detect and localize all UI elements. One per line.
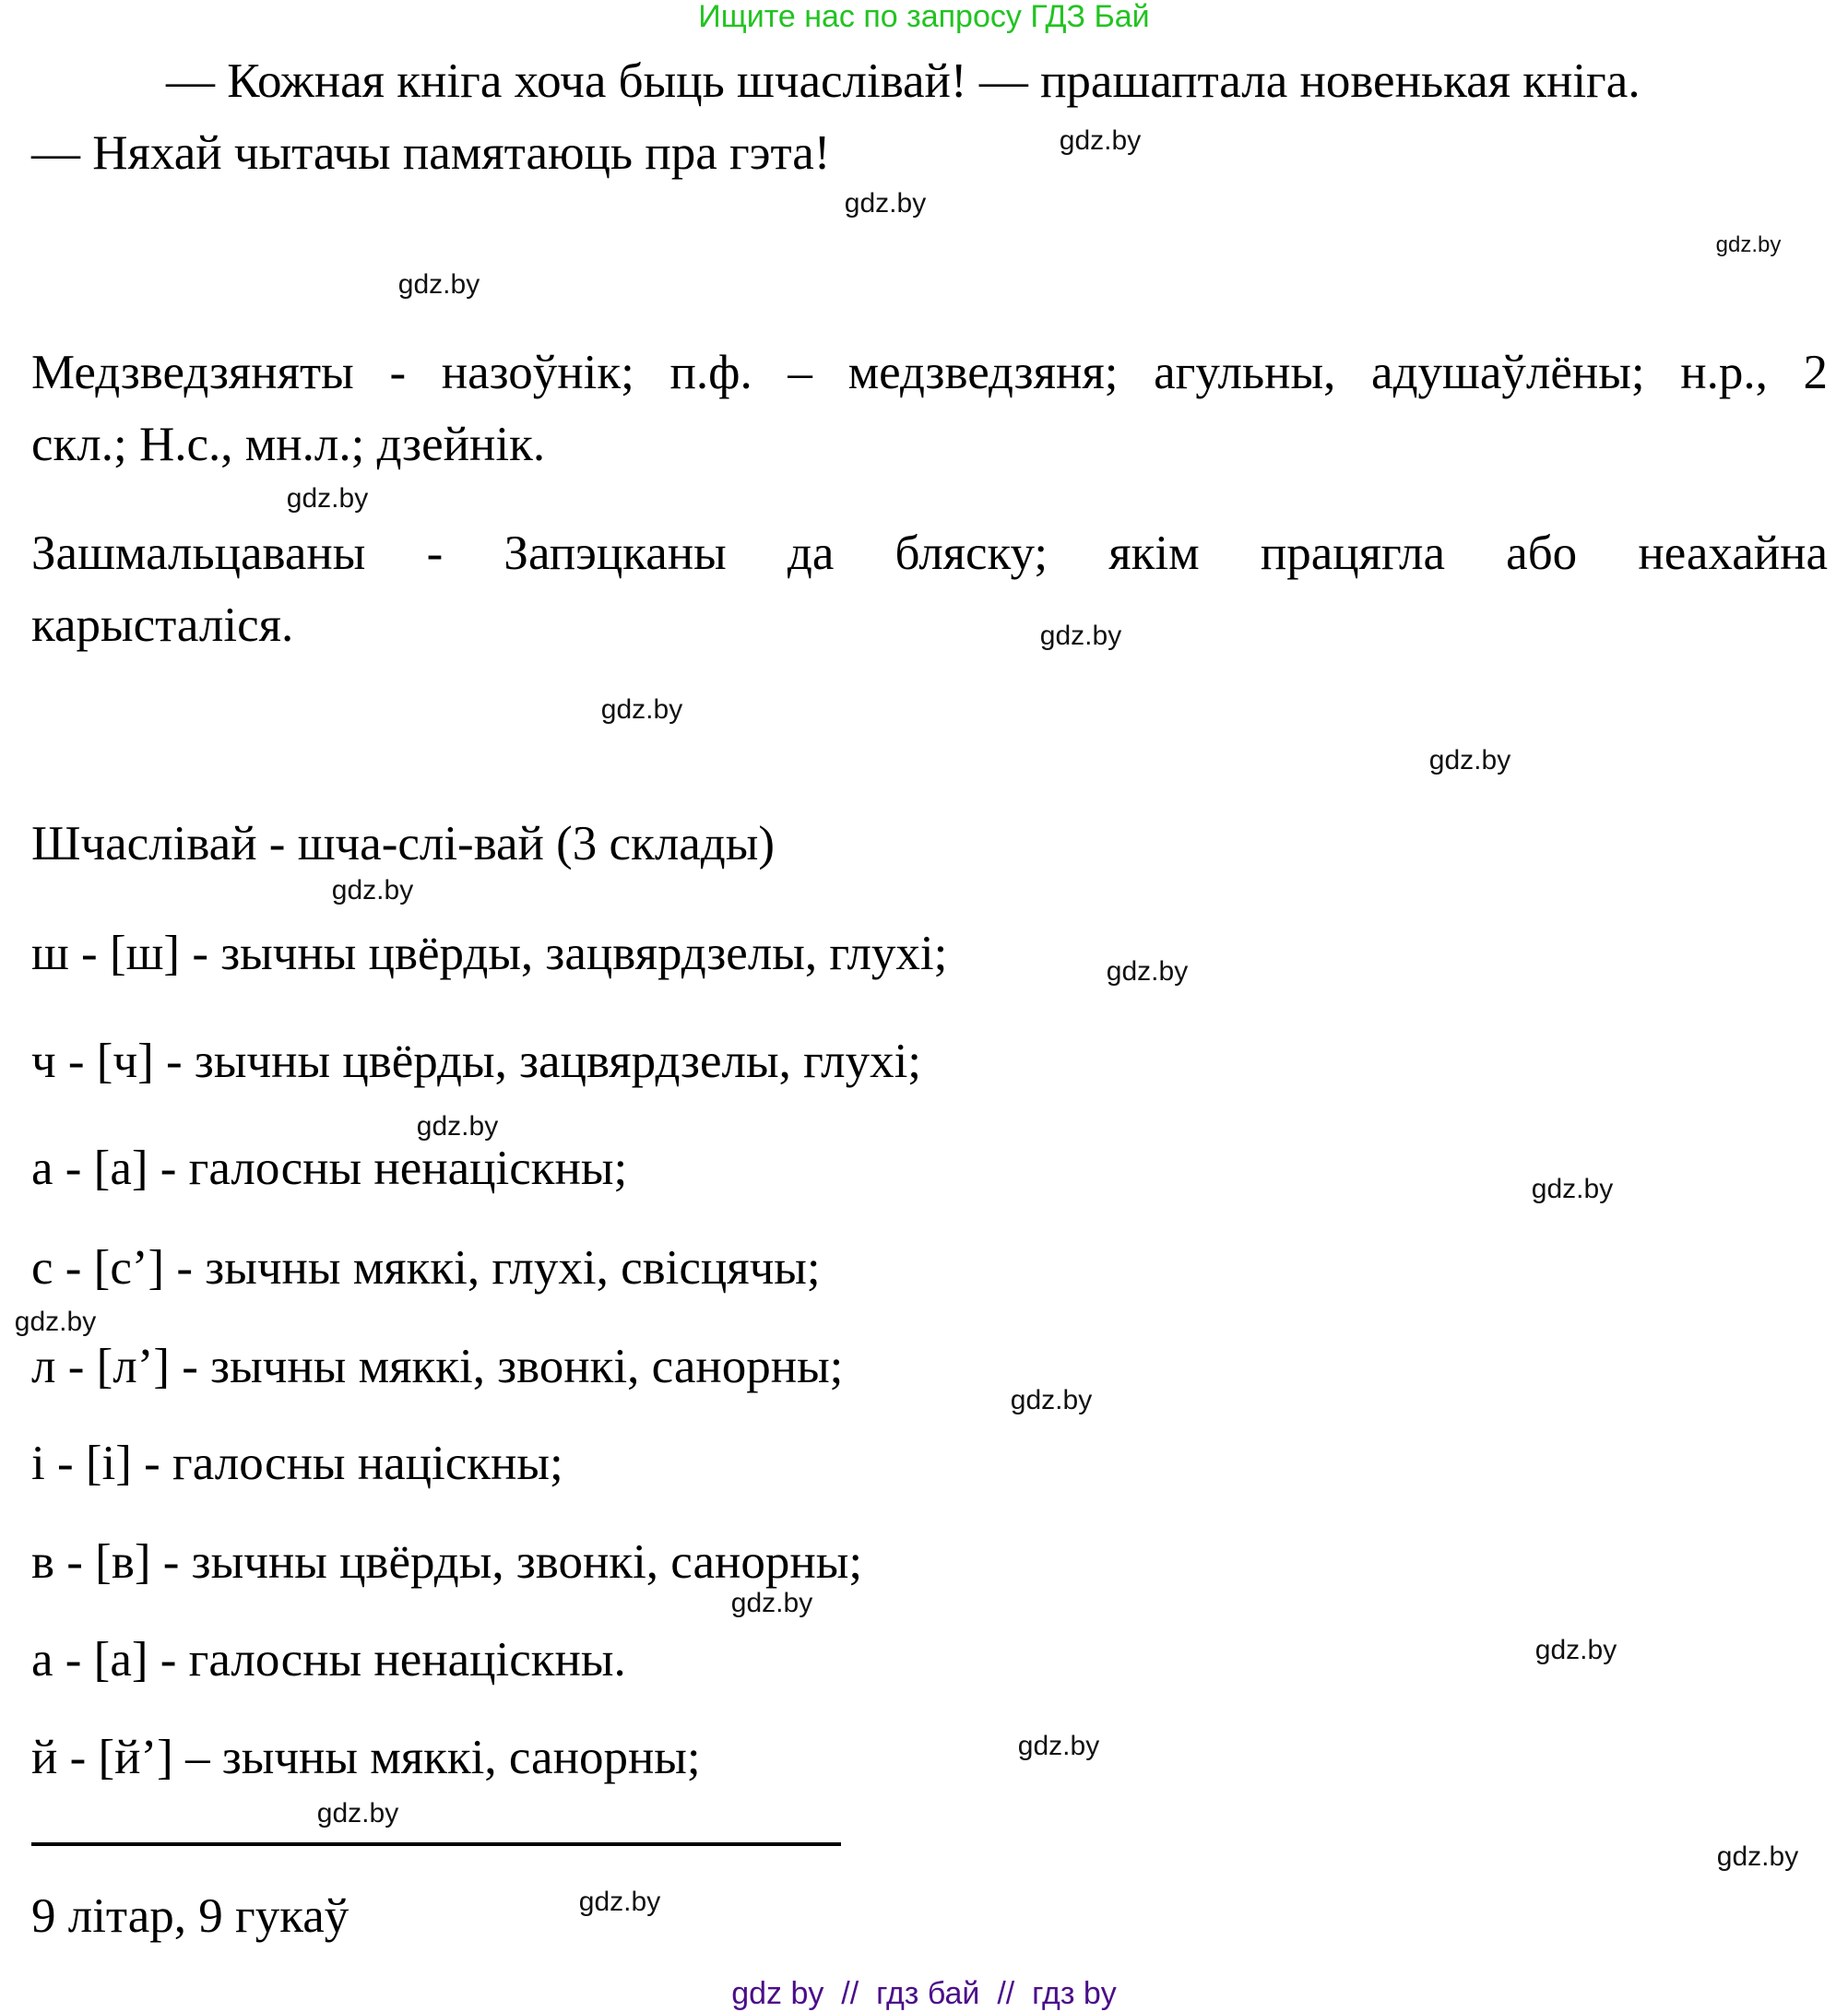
sound-row: с - [с’] - зычны мяккі, глухі, свісцячы; [31, 1241, 821, 1295]
sound-row: й - [й’] – зычны мяккі, санорны; [31, 1731, 701, 1784]
sound-row: ч - [ч] - зычны цвёрды, зацвярдзелы, глухі; [31, 1035, 922, 1088]
letters-sounds-summary: 9 літар, 9 гукаў [31, 1889, 349, 1943]
sound-row: а - [а] - галосны ненаціскны; [31, 1142, 628, 1195]
watermark: gdz.by [600, 694, 683, 725]
watermark: gdz.by [1716, 1841, 1799, 1872]
sound-row: ш - [ш] - зычны цвёрды, зацвярдзелы, глухі; [31, 927, 948, 980]
sound-row: л - [л’] - зычны мяккі, звонкі, санорны; [31, 1340, 844, 1393]
divider-line [31, 1842, 841, 1846]
sound-row: і - [і] - галосны націскны; [31, 1437, 563, 1490]
watermark: gdz.by [316, 1798, 399, 1829]
watermark: gdz.by [416, 1111, 499, 1142]
watermark: gdz.by [1017, 1731, 1100, 1761]
morphology-analysis-line-1: Медзведзяняты - назоўнік; п.ф. – медзведзяня; агульны, адушаўлёны; н.р., 2 [31, 346, 1828, 399]
sound-row: в - [в] - зычны цвёрды, звонкі, санорны; [31, 1535, 863, 1589]
watermark: gdz.by [331, 875, 414, 905]
phonetic-syllables-title: Шчаслівай - шча-слі-вай (3 склады) [31, 817, 776, 870]
watermark: gdz.by [1715, 232, 1782, 257]
watermark: gdz.by [1534, 1635, 1617, 1665]
watermark: gdz.by [844, 188, 927, 219]
watermark: gdz.by [1059, 125, 1142, 156]
lexical-meaning-line-1: Зашмальцаваны - Запэцканы да бляску; якім працягла або неахайна [31, 527, 1828, 580]
watermark: gdz.by [1428, 745, 1511, 775]
watermark: gdz.by [1010, 1385, 1093, 1415]
dialogue-line-1: — Кожная кніга хоча быць шчаслівай! — прашаптала новенькая кніга. [166, 54, 1641, 108]
dialogue-line-2: — Няхай чытачы памятаюць пра гэта! [31, 126, 831, 180]
watermark: gdz.by [286, 483, 369, 514]
morphology-analysis-line-2: скл.; Н.с., мн.л.; дзейнік. [31, 418, 546, 471]
lexical-meaning-line-2: карысталіся. [31, 598, 294, 652]
footer-site-links: gdz by // гдз бай // гдз by [731, 1976, 1117, 2011]
watermark: gdz.by [1106, 956, 1189, 987]
watermark: gdz.by [578, 1887, 661, 1917]
sound-row: а - [а] - галосны ненаціскны. [31, 1633, 626, 1687]
watermark: gdz.by [397, 269, 480, 300]
watermark: gdz.by [1531, 1174, 1614, 1204]
search-hint-header: Ищите нас по запросу ГДЗ Бай [698, 0, 1150, 34]
watermark: gdz.by [730, 1588, 813, 1618]
watermark: gdz.by [1039, 621, 1122, 651]
watermark: gdz.by [14, 1307, 97, 1337]
